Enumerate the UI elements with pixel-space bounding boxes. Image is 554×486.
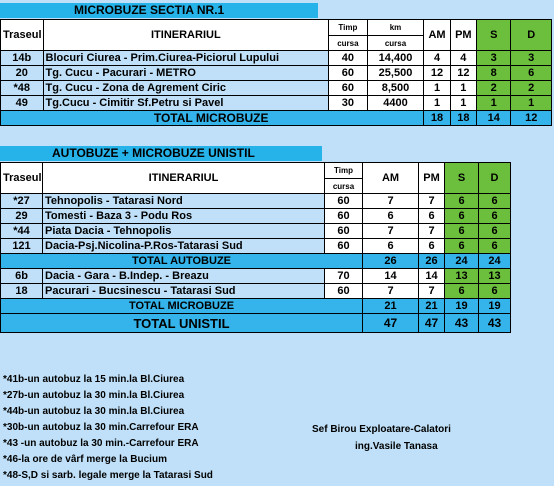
pm-cell: 1 — [450, 81, 476, 96]
header-d: D — [511, 20, 552, 51]
timp-cell: 60 — [329, 81, 367, 96]
microbuze-table — [0, 19, 552, 126]
timp-cell: 60 — [325, 209, 363, 224]
table-row — [1, 194, 511, 209]
note-item: *44b-un autobuz la 30 min.la Bl.Ciurea — [3, 406, 185, 417]
itinerariu-cell: Blocuri Ciurea - Prim.Ciurea-Piciorul Lupului — [43, 51, 329, 66]
total-microbuze-row — [1, 299, 511, 314]
itinerariu-cell: Dacia - Gara - B.Indep. - Breazu — [43, 269, 325, 284]
timp-cell: 60 — [325, 224, 363, 239]
header-s: S — [445, 163, 479, 194]
traseu-cell: 14b — [1, 51, 44, 66]
total-pm: 26 — [419, 254, 445, 269]
traseu-cell: *44 — [1, 224, 43, 239]
timp-cell: 60 — [325, 284, 363, 299]
table-row — [1, 239, 511, 254]
header-itinerariul: ITINERARIUL — [43, 20, 329, 51]
header-timp: Timp — [329, 20, 367, 36]
am-cell: 7 — [363, 224, 419, 239]
table-row — [1, 224, 511, 239]
pm-cell: 12 — [450, 66, 476, 81]
timp-cell: 30 — [329, 96, 367, 111]
am-cell: 6 — [363, 239, 419, 254]
timp-cell: 60 — [325, 194, 363, 209]
unistil-title-text: AUTOBUZE + MICROBUZE UNISTIL — [52, 146, 255, 160]
itinerariu-cell: Dacia-Psj.Nicolina-P.Ros-Tatarasi Sud — [43, 239, 325, 254]
pm-cell: 7 — [419, 224, 445, 239]
header-traseul: Traseul — [1, 20, 44, 51]
table-row — [1, 96, 552, 111]
pm-cell: 7 — [419, 284, 445, 299]
header-km: km — [367, 20, 424, 36]
header-traseul: Traseul — [1, 163, 43, 194]
s-cell: 3 — [477, 51, 511, 66]
microbuze-title-text: MICROBUZE SECTIA NR.1 — [74, 3, 225, 17]
signature-name: ing.Vasile Tanasa — [355, 441, 438, 452]
pm-cell: 6 — [419, 209, 445, 224]
am-cell: 14 — [363, 269, 419, 284]
s-cell: 8 — [477, 66, 511, 81]
microbuze-total-row — [1, 111, 552, 126]
note-item: *48-S,D si sarb. legale merge la Tatarasi Sud — [3, 470, 213, 481]
itinerariu-cell: Tehnopolis - Tatarasi Nord — [43, 194, 325, 209]
timp-cell: 60 — [325, 239, 363, 254]
traseu-cell: *48 — [1, 81, 44, 96]
am-cell: 7 — [363, 194, 419, 209]
d-cell: 6 — [479, 209, 511, 224]
total-d: 19 — [479, 299, 511, 314]
traseu-cell: 121 — [1, 239, 43, 254]
total-unistil-row — [1, 314, 511, 333]
itinerariu-cell: Tg.Cucu - Cimitir Sf.Petru si Pavel — [43, 96, 329, 111]
total-autobuze-label: TOTAL AUTOBUZE — [1, 254, 363, 269]
am-cell: 12 — [424, 66, 450, 81]
note-item: *43 -un autobuz la 30 min.-Carrefour ERA — [3, 438, 199, 449]
note-item: *30b-un autobuz la 30 min.Carrefour ERA — [3, 422, 199, 433]
d-cell: 1 — [511, 96, 552, 111]
table-row — [1, 66, 552, 81]
microbuze-header-row — [1, 20, 552, 36]
s-cell: 6 — [445, 209, 479, 224]
total-s: 24 — [445, 254, 479, 269]
table-row — [1, 284, 511, 299]
am-cell: 4 — [424, 51, 450, 66]
total-am: 47 — [363, 314, 419, 333]
header-am: AM — [424, 20, 450, 51]
timp-cell: 70 — [325, 269, 363, 284]
total-d: 12 — [511, 111, 552, 126]
s-cell: 13 — [445, 269, 479, 284]
pm-cell: 4 — [450, 51, 476, 66]
d-cell: 13 — [479, 269, 511, 284]
total-pm: 18 — [450, 111, 476, 126]
note-item: *27b-un autobuz la 30 min.la Bl.Ciurea — [3, 390, 185, 401]
d-cell: 6 — [479, 194, 511, 209]
header-s: S — [477, 20, 511, 51]
total-unistil-label: TOTAL UNISTIL — [1, 314, 363, 333]
total-d: 24 — [479, 254, 511, 269]
s-cell: 2 — [477, 81, 511, 96]
s-cell: 6 — [445, 284, 479, 299]
pm-cell: 6 — [419, 239, 445, 254]
km-cell: 14,400 — [367, 51, 424, 66]
s-cell: 6 — [445, 224, 479, 239]
total-microbuze-label: TOTAL MICROBUZE — [1, 111, 424, 126]
total-pm: 21 — [419, 299, 445, 314]
timp-cell: 40 — [329, 51, 367, 66]
unistil-table — [0, 162, 511, 333]
am-cell: 7 — [363, 284, 419, 299]
table-row — [1, 81, 552, 96]
total-s: 19 — [445, 299, 479, 314]
traseu-cell: 20 — [1, 66, 44, 81]
total-am: 26 — [363, 254, 419, 269]
total-d: 43 — [479, 314, 511, 333]
signature-title: Sef Birou Exploatare-Calatori — [312, 424, 451, 435]
traseu-cell: 6b — [1, 269, 43, 284]
km-cell: 8,500 — [367, 81, 424, 96]
timp-cell: 60 — [329, 66, 367, 81]
header-timp: Timp — [325, 163, 363, 179]
d-cell: 6 — [479, 224, 511, 239]
header-itinerariul: ITINERARIUL — [43, 163, 325, 194]
header-cursa-km: cursa — [367, 36, 424, 51]
s-cell: 6 — [445, 194, 479, 209]
itinerariu-cell: Piata Dacia - Tehnopolis — [43, 224, 325, 239]
d-cell: 2 — [511, 81, 552, 96]
d-cell: 3 — [511, 51, 552, 66]
total-am: 21 — [363, 299, 419, 314]
km-cell: 25,500 — [367, 66, 424, 81]
total-autobuze-row — [1, 254, 511, 269]
itinerariu-cell: Tg. Cucu - Zona de Agrement Ciric — [43, 81, 329, 96]
total-am: 18 — [424, 111, 450, 126]
header-pm: PM — [450, 20, 476, 51]
header-cursa: cursa — [329, 36, 367, 51]
itinerariu-cell: Tg. Cucu - Pacurari - METRO — [43, 66, 329, 81]
itinerariu-cell: Pacurari - Bucsinescu - Tatarasi Sud — [43, 284, 325, 299]
km-cell: 4400 — [367, 96, 424, 111]
traseu-cell: 49 — [1, 96, 44, 111]
s-cell: 6 — [445, 239, 479, 254]
traseu-cell: 29 — [1, 209, 43, 224]
header-am: AM — [363, 163, 419, 194]
header-cursa: cursa — [325, 179, 363, 194]
notes-list — [3, 372, 213, 484]
total-pm: 47 — [419, 314, 445, 333]
table-row — [1, 51, 552, 66]
traseu-cell: 18 — [1, 284, 43, 299]
microbuze-section-title — [0, 3, 318, 18]
pm-cell: 1 — [450, 96, 476, 111]
s-cell: 1 — [477, 96, 511, 111]
am-cell: 1 — [424, 96, 450, 111]
d-cell: 6 — [479, 284, 511, 299]
total-s: 14 — [477, 111, 511, 126]
pm-cell: 7 — [419, 194, 445, 209]
note-item: *46-la ore de vârf merge la Bucium — [3, 454, 167, 465]
header-pm: PM — [419, 163, 445, 194]
itinerariu-cell: Tomesti - Baza 3 - Podu Ros — [43, 209, 325, 224]
pm-cell: 14 — [419, 269, 445, 284]
note-item: *41b-un autobuz la 15 min.la Bl.Ciurea — [3, 374, 185, 385]
table-row — [1, 209, 511, 224]
am-cell: 6 — [363, 209, 419, 224]
header-d: D — [479, 163, 511, 194]
total-s: 43 — [445, 314, 479, 333]
am-cell: 1 — [424, 81, 450, 96]
table-row — [1, 269, 511, 284]
total-microbuze-label: TOTAL MICROBUZE — [1, 299, 363, 314]
unistil-section-title — [0, 146, 322, 161]
d-cell: 6 — [479, 239, 511, 254]
d-cell: 6 — [511, 66, 552, 81]
traseu-cell: *27 — [1, 194, 43, 209]
unistil-header-row — [1, 163, 511, 179]
